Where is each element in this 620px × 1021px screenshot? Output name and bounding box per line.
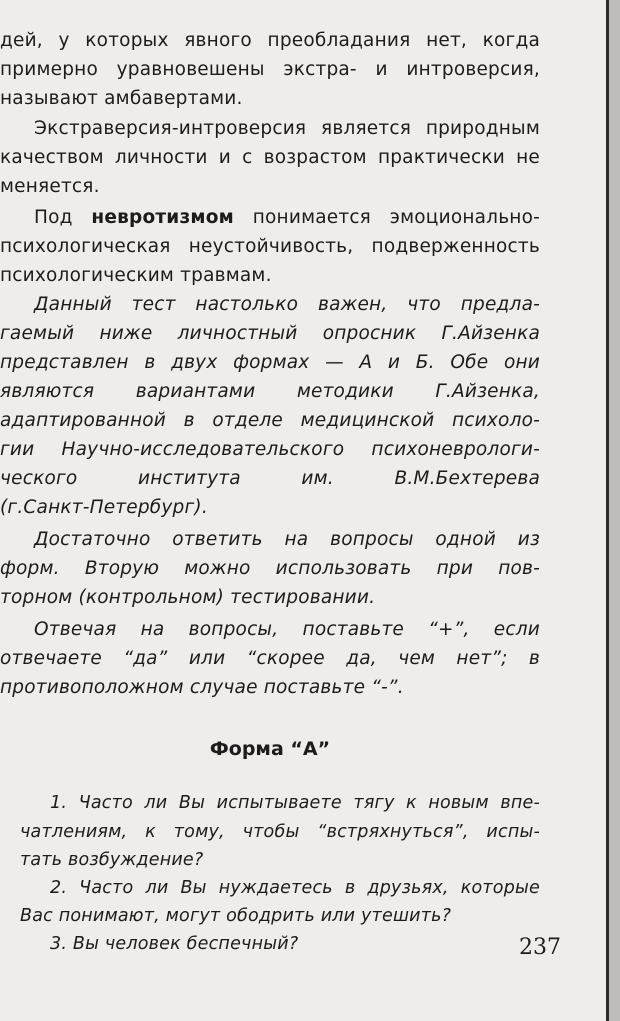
question-line: чатлениям, к тому, чтобы “встряхнуться”, испы-	[20, 822, 540, 842]
neuroticism-definition-line	[34, 205, 540, 231]
question-line: тать возбуждение?	[20, 850, 204, 870]
italic-line: торном (контрольном) тестировании.	[0, 587, 376, 608]
text-line: называют амбавертами.	[0, 88, 243, 109]
italic-line: ческого института им. В.М.Бехтерева	[0, 468, 540, 489]
italic-line: Данный тест настолько важен, что предла-	[34, 294, 540, 315]
italic-line: отвечаете “да” или “скорее да, чем нет”; в	[0, 648, 540, 669]
question-line: 2. Часто ли Вы нуждаетесь в друзьях, которые	[50, 878, 540, 898]
page-number: 237	[519, 935, 561, 960]
text-line: психологическая неустойчивость, подверженность	[0, 236, 540, 257]
text-line: примерно уравновешены экстра- и интроверсия,	[0, 59, 540, 80]
italic-line: Отвечая на вопросы, поставьте “+”, если	[34, 619, 540, 640]
italic-line: являются вариантами методики Г.Айзенка,	[0, 381, 540, 402]
question-line: 1. Часто ли Вы испытываете тягу к новым впе-	[50, 793, 540, 813]
italic-line: гии Научно-исследовательского психоневрологи-	[0, 439, 540, 460]
italic-line: Достаточно ответить на вопросы одной из	[34, 529, 540, 550]
italic-line: (г.Санкт-Петербург).	[0, 497, 208, 518]
italic-line: представлен в двух формах — А и Б. Обе они	[0, 352, 540, 373]
question-line: Вас понимают, могут ободрить или утешить?	[20, 906, 452, 926]
text-line: меняется.	[0, 176, 100, 197]
section-heading: Форма “А”	[209, 738, 331, 760]
italic-line: форм. Вторую можно использовать при пов-	[0, 558, 540, 579]
text-line: психологическим травмам.	[0, 265, 272, 286]
bold-term: невротизмом	[91, 207, 234, 228]
question-line: 3. Вы человек беспечный?	[50, 934, 299, 954]
italic-line: адаптированной в отделе медицинской психоло-	[0, 410, 540, 431]
page-edge	[606, 0, 620, 1021]
text-line: качеством личности и с возрастом практически не	[0, 147, 540, 168]
italic-line: гаемый ниже личностный опросник Г.Айзенка	[0, 323, 540, 344]
text-line: Экстраверсия-интроверсия является природным	[34, 118, 540, 139]
text-fragment: Под	[34, 207, 92, 228]
italic-line: противоположном случае поставьте “-”.	[0, 677, 404, 698]
text-line: дей, у которых явного преобладания нет, когда	[0, 30, 540, 51]
text-fragment: понимается эмоционально-	[233, 207, 540, 228]
